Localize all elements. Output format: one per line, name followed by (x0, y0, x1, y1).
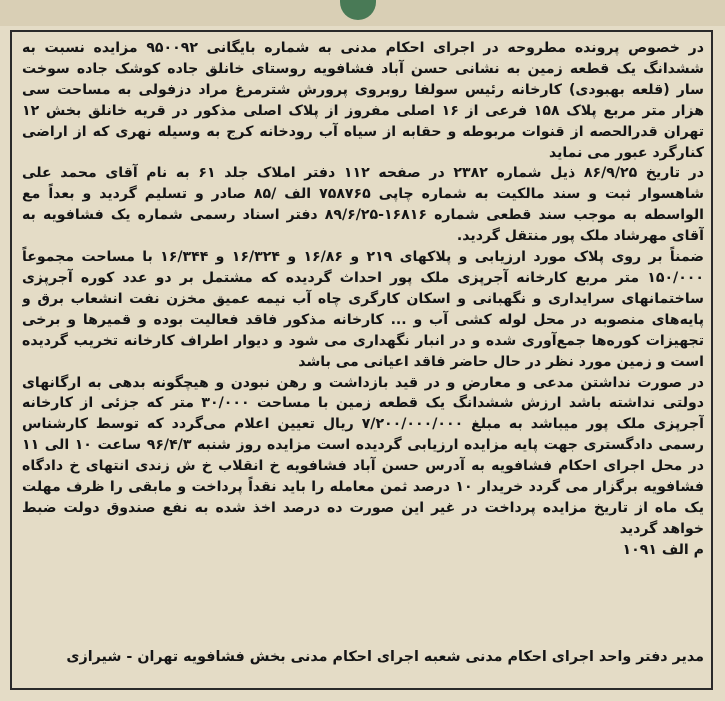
notice-paragraph-registration: در تاریخ ۸۶/۹/۲۵ ذیل شماره ۲۳۸۲ در صفحه ۱۱۲ دفتر املاک جلد ۶۱ به نام آقای محمد علی شاهسوار ثبت و سند مالکیت به شماره چاپی ۷۵۸۷۶۵ الف /۸۵ صادر و تسلیم گردید و بعداً مع الواسطه به موجب سند قطعی شماره ۱۶۸۱۶-۸۹/۶/۲۵ دفتر اسناد رسمی شماره یک فشافویه به آقای مهرشاد ملک پور منتقل گردید. (22, 165, 704, 245)
notice-body (22, 38, 704, 668)
notice-signature: مدیر دفتر واحد اجرای احکام مدنی شعبه اجرای احکام مدنی بخش فشافویه تهران - شیرازی (66, 649, 704, 665)
notice-paragraph-auction-terms: در صورت نداشتن مدعی و معارض و در قید بازداشت و رهن نبودن و هیچگونه بدهی به ارگانهای دولتی نداشته باشد ارزش ششدانگ یک قطعه زمین با مساحت ۳۰/۰۰۰ متر که جزئی از کارخانه آجرپزی ملک پور میباشد به مبلغ ۷/۲۰۰/۰۰۰/۰۰۰ ریال تعیین اعلام می‌گردد که توسط کارشناس رسمی دادگستری جهت پایه مزایده ارزیابی گردیده است مزایده روز شنبه ۹۶/۴/۳ ساعت ۱۰ الی ۱۱ در محل اجرای احکام فشافویه به آدرس حسن آباد فشافویه خ انقلاب خ ش زندی انتهای خ دادگاه فشافویه برگزار می گردد خریدار ۱۰ درصد ثمن معامله را باید نقداً پرداخت و مابقی را ظرف مهلت یک ماه از تاریخ مزایده پرداخت در غیر این صورت ده درصد اخذ شده به نفع صندوق دولت ضبط خواهد گردید (22, 374, 704, 537)
notice-paragraph-factory: ضمناً بر روی پلاک مورد ارزیابی و پلاکهای ۲۱۹ و ۱۶/۸۶ و ۱۶/۳۲۴ و ۱۶/۳۴۴ با مساحت مجموعاً ۱۵۰/۰۰۰ متر مربع کارخانه آجرپزی ملک پور احداث گردیده که مشتمل بر دو عدد کوره آجرپزی ساختمانهای سرایداری و نگهبانی و اسکان کارگری چاه آب نیمه عمیق مخزن نفت انشعاب برق و پایه‌های منصوبه در محل لوله کشی آب و ... کارخانه مذکور فاقد فعالیت بوده و قمیرها و برخی تجهیزات کوره‌ها جمع‌آوری شده و در انبار نگهداری می شود و دیوار اطراف کارخانه تخریب گردیده است و زمین مورد نظر در حال حاضر فاقد اعیانی می باشد (22, 249, 704, 370)
notice-paragraph-property: در خصوص پرونده مطروحه در اجرای احکام مدنی به شماره بایگانی ۹۵۰۰۹۲ مزایده نسبت به ششدانگ یک قطعه زمین به نشانی حسن آباد فشافویه روستای خانلق جاده کوشک جاده سوخت سار (قلعه بهبودی) کارخانه رئیس سولفا روبروی پرورش شترمرغ مراد دزفولی به مساحت سی هزار متر مربع پلاک ۱۵۸ فرعی از ۱۶ اصلی مفروز از پلاک اصلی مذکور در قریه خانلق بخش ۱۲ تهران قدرالحصه از قنوات مربوطه و حقابه از سیاه آب رودخانه کرج به وسیله نهری که از اراضی کنارگرد عبور می نماید (22, 40, 704, 161)
notice-reference-number: م الف ۱۰۹۱ (622, 541, 704, 558)
